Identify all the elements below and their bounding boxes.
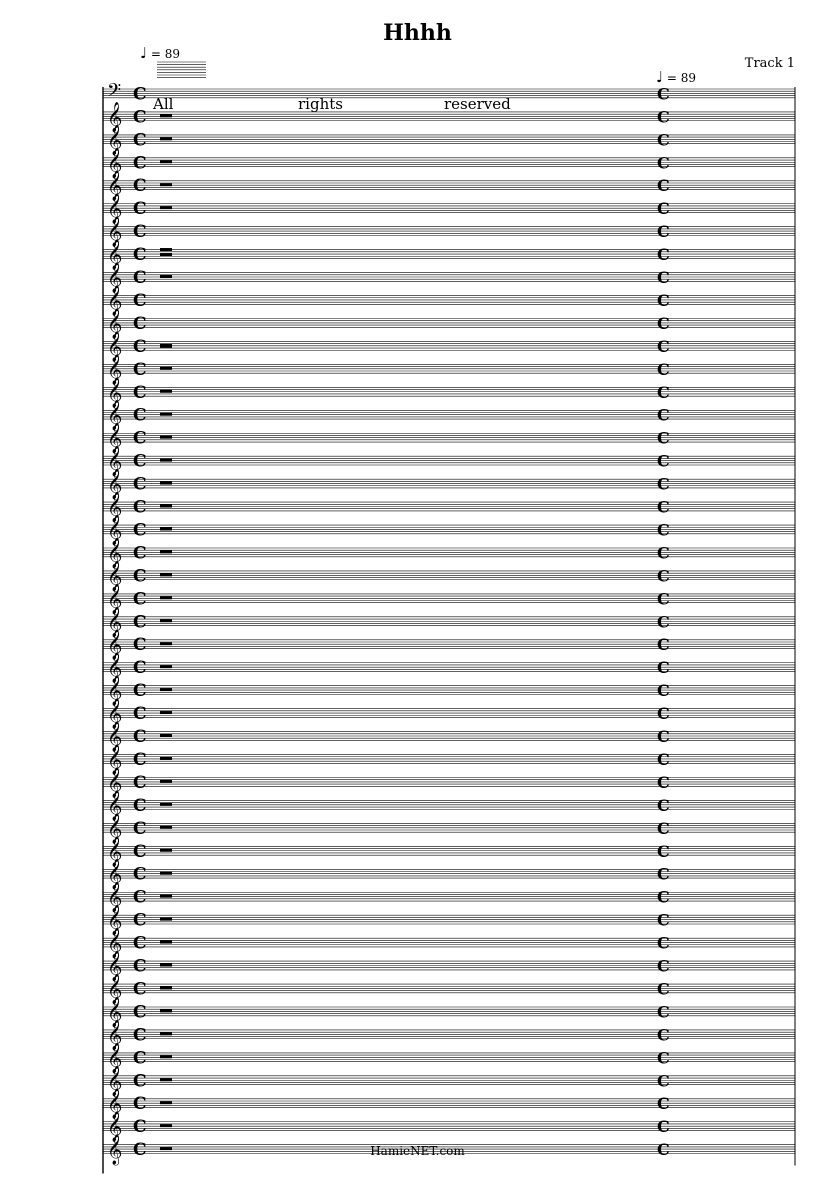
time-signature: C bbox=[133, 1117, 147, 1138]
whole-rest-icon bbox=[160, 1009, 172, 1012]
time-signature: C bbox=[133, 107, 147, 128]
whole-rest-icon bbox=[160, 573, 172, 576]
time-signature: C bbox=[657, 428, 670, 448]
whole-rest-icon bbox=[160, 941, 172, 944]
time-signature: C bbox=[133, 566, 147, 587]
time-signature: C bbox=[657, 979, 670, 999]
time-signature: C bbox=[133, 543, 147, 564]
whole-rest-icon bbox=[160, 688, 172, 691]
whole-rest-icon bbox=[160, 1032, 172, 1035]
treble-clef-icon: 𝄞 bbox=[107, 584, 123, 615]
time-signature: C bbox=[657, 107, 670, 127]
tempo-value: = 89 bbox=[150, 47, 181, 61]
time-signature: C bbox=[657, 290, 670, 310]
time-signature: C bbox=[657, 405, 670, 425]
treble-clef-icon: 𝄞 bbox=[107, 492, 123, 523]
treble-clef-icon: 𝄞 bbox=[107, 882, 123, 913]
time-signature: C bbox=[657, 1002, 670, 1022]
treble-clef-icon: 𝄞 bbox=[107, 308, 123, 339]
whole-rest-icon bbox=[160, 665, 172, 668]
lyric-word: rights bbox=[298, 95, 343, 113]
whole-rest-icon bbox=[160, 137, 172, 140]
treble-clef-icon: 𝄞 bbox=[107, 1089, 123, 1120]
time-signature: C bbox=[657, 772, 670, 792]
time-signature: C bbox=[133, 428, 147, 449]
time-signature: C bbox=[133, 795, 147, 816]
treble-clef-icon: 𝄞 bbox=[107, 790, 123, 821]
whole-rest-icon bbox=[160, 459, 172, 462]
time-signature: C bbox=[657, 268, 670, 287]
whole-rest-icon bbox=[160, 619, 172, 622]
whole-rest-icon bbox=[160, 482, 172, 485]
time-signature: C bbox=[657, 818, 670, 838]
treble-clef-icon: 𝄞 bbox=[107, 354, 123, 385]
time-signature: C bbox=[133, 681, 147, 702]
time-signature: C bbox=[133, 153, 147, 174]
treble-clef-icon: 𝄞 bbox=[107, 125, 123, 156]
treble-clef-icon: 𝄞 bbox=[107, 1066, 123, 1097]
whole-rest-icon bbox=[160, 1124, 172, 1127]
time-signature: C bbox=[657, 887, 670, 907]
time-signature: C bbox=[657, 176, 670, 196]
time-signature: C bbox=[133, 979, 147, 1000]
treble-clef-icon: 𝄞 bbox=[107, 561, 123, 592]
time-signature: C bbox=[657, 313, 670, 333]
time-signature: C bbox=[133, 222, 147, 243]
time-signature: C bbox=[657, 1071, 670, 1091]
time-signature: C bbox=[133, 176, 147, 197]
time-signature: C bbox=[657, 1117, 670, 1137]
time-signature: C bbox=[657, 1025, 670, 1045]
time-signature: C bbox=[657, 635, 670, 655]
time-signature: C bbox=[133, 772, 147, 793]
time-signature: C bbox=[133, 910, 147, 931]
time-signature: C bbox=[657, 245, 670, 265]
treble-clef-icon: 𝄞 bbox=[107, 446, 123, 477]
time-signature: C bbox=[133, 405, 147, 426]
whole-rest-icon bbox=[160, 1101, 172, 1104]
time-signature: C bbox=[657, 359, 670, 379]
treble-clef-icon: 𝄞 bbox=[107, 469, 123, 500]
track-label: Track 1 bbox=[744, 56, 795, 71]
time-signature: C bbox=[133, 727, 147, 747]
treble-clef-icon: 𝄞 bbox=[107, 400, 123, 431]
whole-rest-icon bbox=[160, 160, 172, 163]
whole-rest-icon bbox=[160, 344, 172, 348]
time-signature: C bbox=[657, 1094, 670, 1114]
time-signature: C bbox=[657, 199, 670, 219]
time-signature: C bbox=[133, 749, 147, 770]
whole-rest-icon bbox=[160, 803, 172, 806]
time-signature: C bbox=[657, 933, 670, 953]
time-signature: C bbox=[133, 818, 147, 839]
treble-clef-icon: 𝄞 bbox=[107, 1112, 123, 1143]
whole-rest-icon bbox=[160, 1055, 172, 1058]
time-signature: C bbox=[133, 451, 147, 472]
whole-rest-icon bbox=[160, 711, 172, 714]
treble-clef-icon: 𝄞 bbox=[107, 194, 123, 225]
time-signature: C bbox=[133, 864, 147, 885]
treble-clef-icon: 𝄞 bbox=[107, 423, 123, 454]
time-signature: C bbox=[657, 474, 670, 494]
time-signature: C bbox=[657, 956, 670, 976]
treble-clef-icon: 𝄞 bbox=[107, 767, 123, 798]
whole-rest-icon bbox=[160, 918, 172, 921]
treble-clef-icon: 𝄞 bbox=[107, 699, 123, 730]
time-signature: C bbox=[133, 841, 147, 862]
whole-rest-icon bbox=[160, 734, 172, 737]
whole-rest-icon bbox=[160, 183, 172, 186]
time-signature: C bbox=[657, 749, 670, 769]
tempo-marking-start bbox=[140, 44, 180, 62]
footer-credit: HamieNET.com bbox=[370, 1144, 465, 1158]
time-signature: C bbox=[133, 290, 147, 311]
time-signature: C bbox=[133, 933, 147, 954]
treble-clef-icon: 𝄞 bbox=[107, 859, 123, 890]
treble-clef-icon: 𝄞 bbox=[107, 377, 123, 408]
time-signature: C bbox=[133, 612, 147, 633]
whole-rest-icon bbox=[160, 114, 172, 117]
time-signature: C bbox=[657, 130, 670, 150]
whole-rest-icon bbox=[160, 413, 172, 416]
quarter-note-icon: ♩ bbox=[140, 44, 148, 62]
time-signature: C bbox=[133, 474, 147, 495]
time-signature: C bbox=[657, 612, 670, 632]
time-signature: C bbox=[657, 497, 670, 517]
time-signature: C bbox=[657, 1140, 670, 1160]
time-signature: C bbox=[657, 864, 670, 884]
treble-clef-icon: 𝄞 bbox=[107, 285, 123, 316]
time-signature: C bbox=[133, 245, 147, 266]
time-signature: C bbox=[133, 1002, 147, 1023]
time-signature: C bbox=[133, 635, 147, 656]
time-signature: C bbox=[133, 130, 147, 151]
lyric-word: reserved bbox=[444, 95, 511, 113]
whole-rest-icon bbox=[160, 1078, 172, 1081]
whole-rest-icon bbox=[160, 872, 172, 875]
time-signature: C bbox=[133, 313, 147, 334]
treble-clef-icon: 𝄞 bbox=[107, 1020, 123, 1051]
time-signature: C bbox=[657, 566, 670, 586]
treble-clef-icon: 𝄞 bbox=[107, 263, 123, 293]
time-signature: C bbox=[657, 520, 670, 540]
whole-rest-icon bbox=[160, 757, 172, 760]
whole-rest-icon bbox=[160, 527, 172, 530]
treble-clef-icon: 𝄞 bbox=[107, 905, 123, 936]
time-signature: C bbox=[657, 681, 670, 701]
treble-clef-icon: 𝄞 bbox=[107, 171, 123, 202]
time-signature: C bbox=[657, 1048, 670, 1068]
time-signature: C bbox=[133, 359, 147, 380]
treble-clef-icon: 𝄞 bbox=[107, 607, 123, 638]
time-signature: C bbox=[657, 543, 670, 563]
time-signature: C bbox=[657, 336, 670, 356]
time-signature: C bbox=[133, 658, 147, 679]
treble-clef-icon: 𝄞 bbox=[107, 240, 123, 271]
whole-rest-icon bbox=[160, 964, 172, 967]
time-signature: C bbox=[133, 704, 147, 725]
time-signature: C bbox=[133, 1094, 147, 1115]
treble-clef-icon: 𝄞 bbox=[107, 997, 123, 1028]
treble-clef-icon: 𝄞 bbox=[107, 331, 123, 362]
time-signature: C bbox=[657, 658, 670, 678]
whole-rest-icon bbox=[160, 390, 172, 393]
time-signature: C bbox=[657, 589, 670, 609]
whole-rest-icon bbox=[160, 206, 172, 209]
treble-clef-icon: 𝄞 bbox=[107, 102, 123, 133]
lyric-word: All bbox=[153, 95, 174, 113]
time-signature: C bbox=[133, 1025, 147, 1046]
whole-rest-icon bbox=[160, 849, 172, 852]
time-signature: C bbox=[133, 589, 147, 610]
treble-clef-icon: 𝄞 bbox=[107, 217, 123, 248]
time-signature: C bbox=[133, 497, 147, 518]
treble-clef-icon: 𝄞 bbox=[107, 630, 123, 661]
time-signature: C bbox=[133, 268, 147, 288]
treble-clef-icon: 𝄞 bbox=[107, 813, 123, 844]
time-signature: C bbox=[133, 520, 147, 541]
whole-rest-icon bbox=[160, 780, 172, 783]
time-signature: C bbox=[657, 727, 670, 746]
time-signature: C bbox=[657, 795, 670, 815]
time-signature: C bbox=[133, 336, 147, 357]
whole-rest-icon bbox=[160, 275, 172, 278]
time-signature: C bbox=[657, 704, 670, 724]
score-title: Hhhh bbox=[383, 20, 452, 46]
treble-clef-icon: 𝄞 bbox=[107, 1043, 123, 1074]
whole-rest-icon bbox=[160, 248, 172, 251]
treble-clef-icon: 𝄞 bbox=[107, 148, 123, 179]
whole-rest-icon bbox=[160, 550, 172, 553]
whole-rest-icon bbox=[160, 436, 172, 439]
whole-rest-icon bbox=[160, 596, 172, 599]
quarter-note-icon: ♩ bbox=[656, 68, 664, 86]
bass-clef-icon: 𝄢 bbox=[107, 80, 122, 106]
treble-clef-icon: 𝄞 bbox=[107, 538, 123, 569]
time-signature: C bbox=[133, 1048, 147, 1069]
whole-rest-icon bbox=[160, 986, 172, 989]
time-signature: C bbox=[133, 1140, 147, 1161]
treble-clef-icon: 𝄞 bbox=[107, 676, 123, 707]
time-signature: C bbox=[657, 84, 670, 104]
treble-clef-icon: 𝄞 bbox=[107, 515, 123, 546]
treble-clef-icon: 𝄞 bbox=[107, 722, 123, 752]
time-signature: C bbox=[657, 451, 670, 471]
treble-clef-icon: 𝄞 bbox=[107, 744, 123, 775]
treble-clef-icon: 𝄞 bbox=[107, 951, 123, 982]
treble-clef-icon: 𝄞 bbox=[107, 836, 123, 867]
time-signature: C bbox=[133, 84, 147, 105]
time-signature: C bbox=[133, 199, 147, 220]
time-signature: C bbox=[657, 222, 670, 242]
whole-rest-icon bbox=[160, 505, 172, 508]
whole-rest-icon bbox=[160, 895, 172, 898]
time-signature: C bbox=[657, 841, 670, 861]
time-signature: C bbox=[657, 153, 670, 173]
treble-clef-icon: 𝄞 bbox=[107, 653, 123, 684]
time-signature: C bbox=[133, 1071, 147, 1092]
time-signature: C bbox=[133, 956, 147, 977]
time-signature: C bbox=[133, 382, 147, 403]
treble-clef-icon: 𝄞 bbox=[107, 1135, 123, 1166]
whole-rest-icon bbox=[160, 826, 172, 829]
whole-rest-icon bbox=[160, 367, 172, 370]
time-signature: C bbox=[657, 910, 670, 930]
tempo-marking-end bbox=[656, 68, 696, 86]
time-signature: C bbox=[133, 887, 147, 908]
time-signature: C bbox=[657, 382, 670, 402]
tempo-value: = 89 bbox=[666, 71, 697, 85]
whole-rest-icon bbox=[160, 253, 172, 256]
treble-clef-icon: 𝄞 bbox=[107, 928, 123, 959]
treble-clef-icon: 𝄞 bbox=[107, 974, 123, 1005]
whole-rest-icon bbox=[160, 642, 172, 645]
